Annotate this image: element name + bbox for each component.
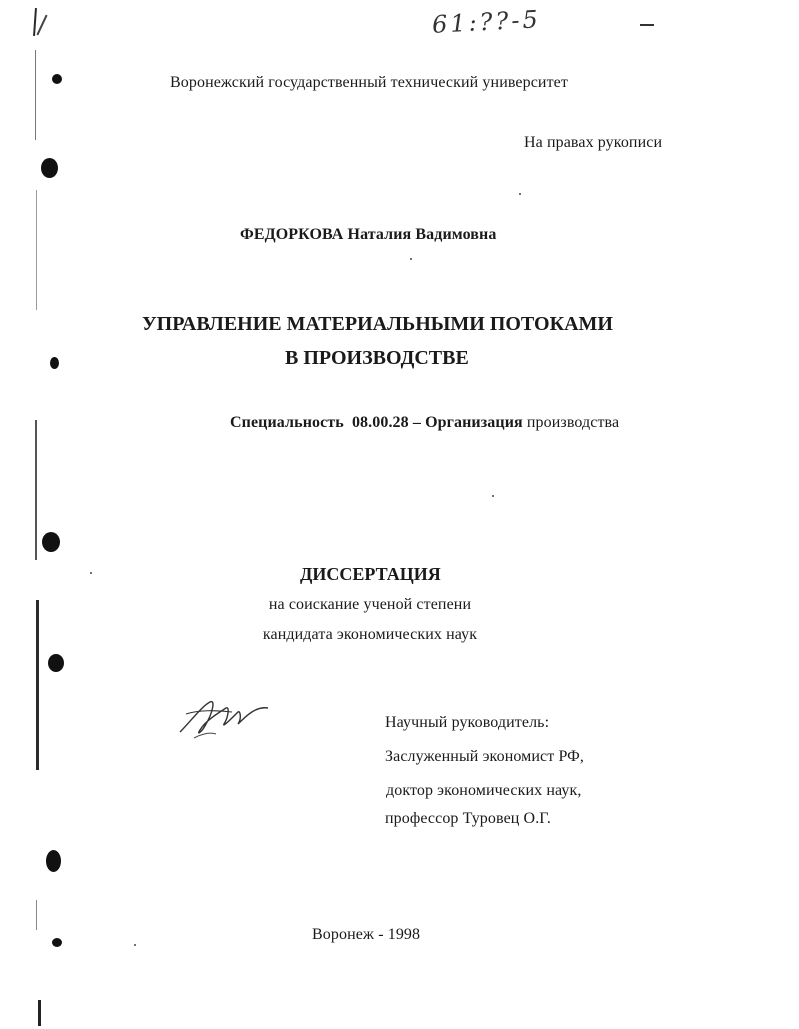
university-name: Воронежский государственный технический университет [170,74,568,91]
speck [90,572,92,574]
thesis-title-line2: В ПРОИЗВОДСТВЕ [285,347,469,369]
specialty-line [230,414,619,432]
advisor-name: профессор Туровец О.Г. [385,810,551,827]
speck [410,258,412,260]
punch-hole-6 [46,850,61,872]
margin-line-5 [36,900,37,930]
handwritten-dash-mark [640,24,654,26]
margin-line-2 [36,190,37,310]
punch-hole-2 [41,158,58,178]
punch-hole-1 [52,74,62,84]
thesis-title-line1: УПРАВЛЕНИЕ МАТЕРИАЛЬНЫМИ ПОТОКАМИ [142,313,613,335]
advisor-degree: доктор экономических наук, [386,782,582,799]
speck [134,944,136,946]
degree-line1: на соискание ученой степени [268,596,472,613]
author-surname: ФЕДОРКОВА [240,226,344,243]
speck [492,495,494,497]
specialty-name-bold: Организация [425,414,523,431]
specialty-name-rest: производства [526,414,620,431]
rights-note: На правах рукописи [524,134,663,151]
margin-slash-mark [36,15,47,36]
advisor-title: Заслуженный экономист РФ, [385,748,585,765]
specialty-code: 08.00.28 [351,414,409,431]
speck [519,193,521,195]
punch-hole-4 [42,532,60,552]
handwritten-archive-number: 61:??-5 [431,5,542,39]
punch-hole-7 [52,938,62,947]
punch-hole-3 [50,357,59,369]
margin-line-bottom [38,1000,41,1026]
margin-line-1 [35,50,36,140]
specialty-dash: – [412,414,421,431]
margin-line-4 [36,600,39,770]
margin-line-3 [35,420,37,560]
degree-line2: кандидата экономических наук [262,626,478,643]
advisor-label: Научный руководитель: [385,714,550,731]
city-year: Воронеж - 1998 [312,926,421,943]
author-name [240,226,496,244]
signature-image [176,692,276,744]
author-given-names: Наталия Вадимовна [347,226,497,243]
punch-hole-5 [48,654,64,672]
dissertation-heading: ДИССЕРТАЦИЯ [300,564,441,584]
specialty-label: Специальность [230,414,344,431]
